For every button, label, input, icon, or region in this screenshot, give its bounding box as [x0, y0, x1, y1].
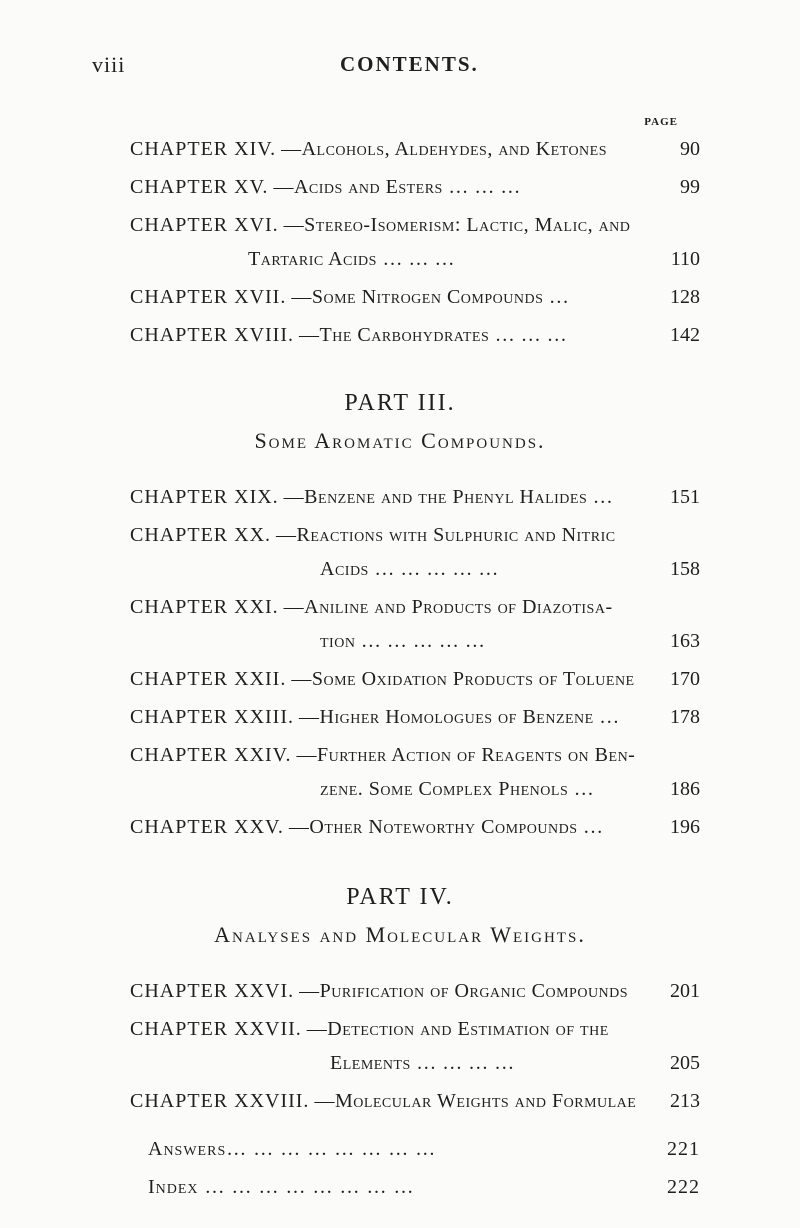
- toc-entry-ch23: [130, 700, 700, 734]
- back-matter-label: Answers… … … … … … … …: [148, 1138, 437, 1160]
- chapter-number: CHAPTER XIV.: [130, 138, 277, 160]
- chapter-title: —Higher Homologues of Benzene …: [299, 706, 620, 728]
- chapter-title: —Detection and Estimation of the: [306, 1018, 609, 1040]
- chapter-number: CHAPTER XXVIII.: [130, 1090, 310, 1112]
- chapter-number: CHAPTER XXVI.: [130, 980, 295, 1002]
- toc-entry-ch27: [130, 1012, 700, 1080]
- page-ref: 178: [670, 706, 700, 728]
- page-ref: 201: [670, 980, 700, 1002]
- page-header: [0, 52, 800, 92]
- toc-entry-ch21: [130, 590, 700, 658]
- page-column-label: PAGE: [644, 116, 678, 128]
- toc-entry-ch14: [130, 132, 700, 166]
- page-ref: 196: [670, 816, 700, 838]
- chapter-number: CHAPTER XXI.: [130, 596, 279, 618]
- page-ref: 170: [670, 668, 700, 690]
- chapter-title: —Stereo-Isomerism: Lactic, Malic, and: [283, 214, 631, 236]
- toc-entry-ch25: [130, 810, 700, 844]
- page-ref: 221: [667, 1138, 700, 1160]
- chapter-number: CHAPTER XXIV.: [130, 744, 292, 766]
- page-ref: 90: [680, 138, 700, 160]
- chapter-title: —Alcohols, Aldehydes, and Ketones: [281, 138, 608, 160]
- chapter-title: —Further Action of Reagents on Ben-: [296, 744, 636, 766]
- back-matter-label: Index … … … … … … … …: [148, 1176, 415, 1198]
- part-subtitle: Some Aromatic Compounds.: [254, 428, 546, 453]
- toc-entry-ch15: [130, 170, 700, 204]
- chapter-number: CHAPTER XXV.: [130, 816, 284, 838]
- page-ref: 186: [670, 778, 700, 800]
- part-heading: PART III.: [344, 390, 456, 416]
- chapter-title: —Some Oxidation Products of Toluene: [291, 668, 635, 690]
- page-ref: 205: [670, 1052, 700, 1074]
- chapter-title-continued: Elements … … … …: [330, 1052, 515, 1074]
- toc-entry-ch28: [130, 1084, 700, 1118]
- chapter-number: CHAPTER XVIII.: [130, 324, 294, 346]
- page-ref: 128: [670, 286, 700, 308]
- chapter-number: CHAPTER XX.: [130, 524, 272, 546]
- chapter-title-continued: zene. Some Complex Phenols …: [320, 778, 595, 800]
- chapter-title-continued: Tartaric Acids … … …: [248, 248, 455, 270]
- chapter-title: —The Carbohydrates … … …: [299, 324, 568, 346]
- chapter-title: —Molecular Weights and Formulae: [314, 1090, 637, 1112]
- toc-entry-index: [148, 1170, 700, 1204]
- part-heading: PART IV.: [346, 884, 454, 910]
- chapter-title: —Purification of Organic Compounds: [299, 980, 629, 1002]
- page-number: viii: [92, 52, 126, 77]
- toc-entry-answers: [148, 1132, 700, 1166]
- chapter-title: —Aniline and Products of Diazotisa-: [283, 596, 613, 618]
- page-ref: 110: [670, 248, 700, 270]
- page-ref: 213: [670, 1090, 700, 1112]
- toc-entry-ch20: [130, 518, 700, 586]
- chapter-title-continued: tion … … … … …: [320, 630, 486, 652]
- toc-entry-ch19: [130, 480, 700, 514]
- chapter-number: CHAPTER XVI.: [130, 214, 279, 236]
- running-title: CONTENTS.: [340, 52, 479, 76]
- chapter-title: —Reactions with Sulphuric and Nitric: [276, 524, 616, 546]
- chapter-number: CHAPTER XXII.: [130, 668, 287, 690]
- toc-entry-ch22: [130, 662, 700, 696]
- chapter-number: CHAPTER XV.: [130, 176, 269, 198]
- page-ref: 222: [667, 1176, 700, 1198]
- page-ref: 163: [670, 630, 700, 652]
- page-ref: 151: [670, 486, 700, 508]
- chapter-title: —Benzene and the Phenyl Halides …: [283, 486, 614, 508]
- chapter-title: —Other Noteworthy Compounds …: [288, 816, 604, 838]
- chapter-number: CHAPTER XXIII.: [130, 706, 294, 728]
- toc-entry-ch16: [130, 208, 700, 276]
- toc-entry-ch26: [130, 974, 700, 1008]
- toc-entry-ch24: [130, 738, 700, 806]
- chapter-number: CHAPTER XIX.: [130, 486, 279, 508]
- page-ref: 158: [670, 558, 700, 580]
- chapter-number: CHAPTER XXVII.: [130, 1018, 302, 1040]
- part-subtitle: Analyses and Molecular Weights.: [214, 922, 586, 947]
- chapter-title-continued: Acids … … … … …: [320, 558, 499, 580]
- toc-entry-ch18: [130, 318, 700, 352]
- page-ref: 142: [670, 324, 700, 346]
- chapter-title: —Acids and Esters … … …: [273, 176, 521, 198]
- page-ref: 99: [680, 176, 700, 198]
- chapter-number: CHAPTER XVII.: [130, 286, 287, 308]
- chapter-title: —Some Nitrogen Compounds …: [291, 286, 570, 308]
- toc-entry-ch17: [130, 280, 700, 314]
